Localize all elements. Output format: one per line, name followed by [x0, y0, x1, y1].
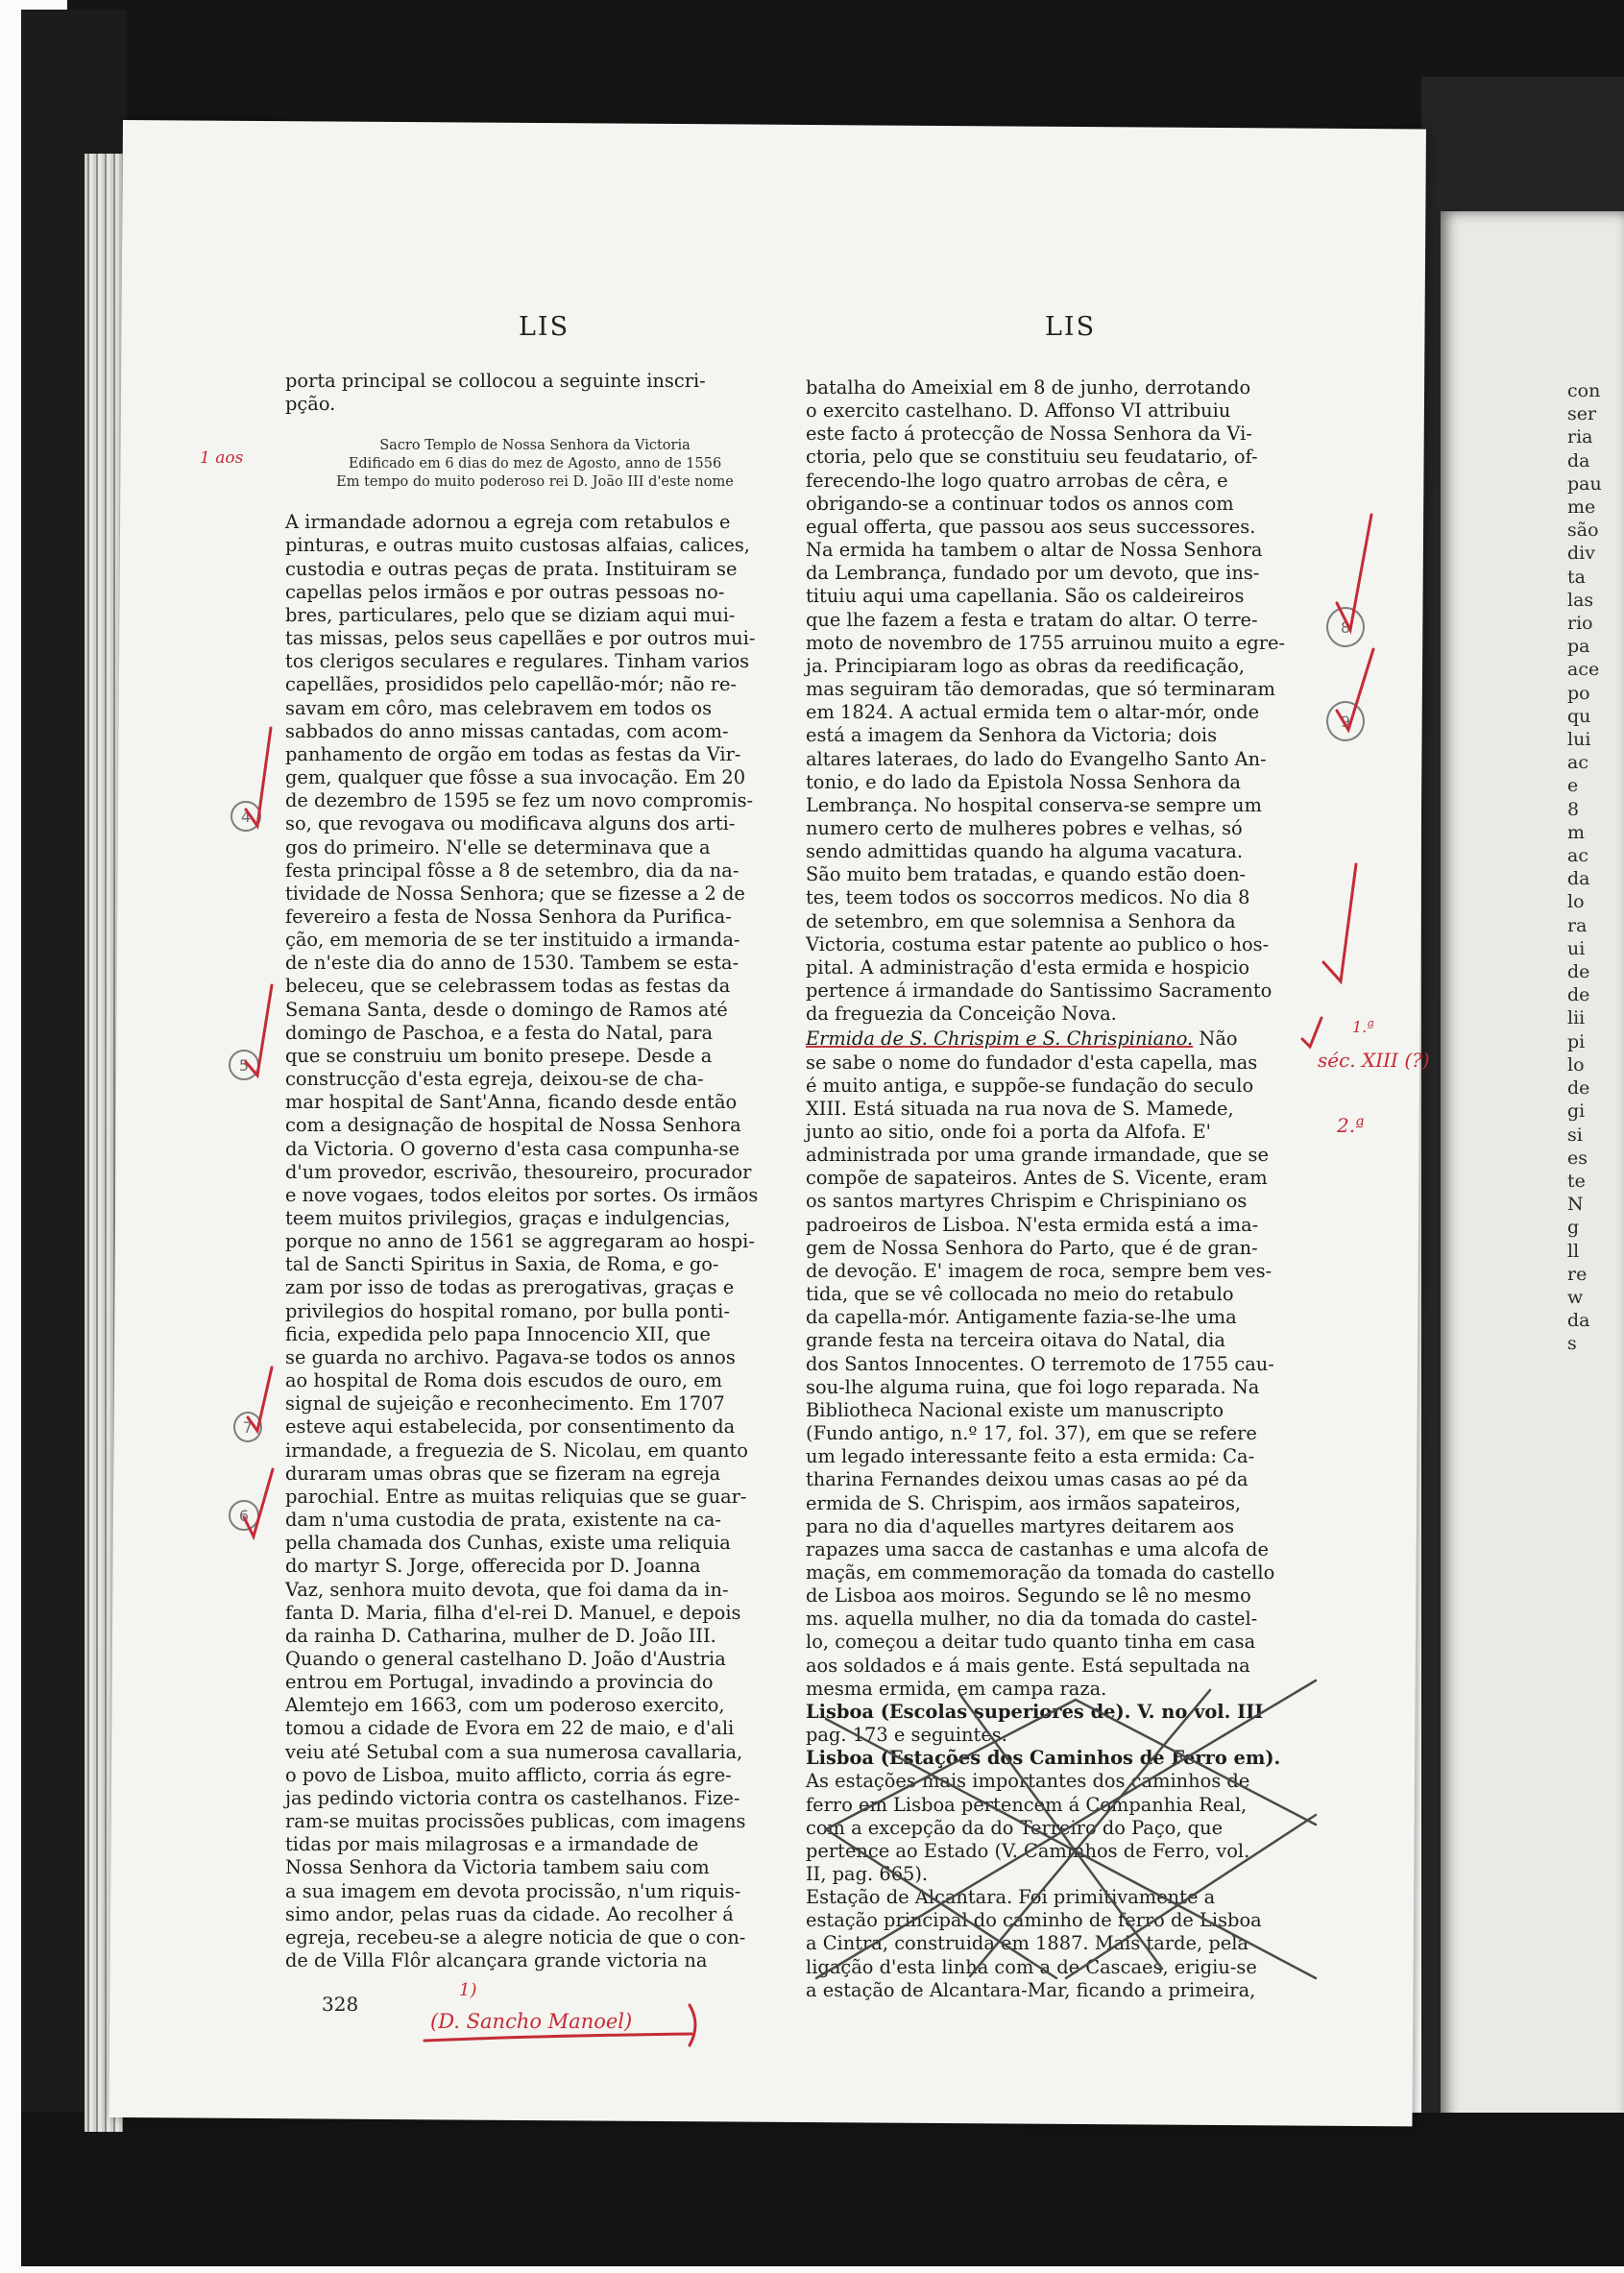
text-line: gem, qualquer que fôsse a sua invocação. Em 20: [285, 766, 746, 789]
century-note-prefix: 1.ª: [1352, 1018, 1374, 1036]
text-line: aos soldados e á mais gente. Está sepultada na: [806, 1654, 1250, 1677]
text-line: custodia e outras peças de prata. Instituiram se: [285, 557, 738, 580]
fragment-line: de: [1567, 984, 1590, 1006]
text-line: grande festa na terceira oitava do Natal, dia: [806, 1329, 1225, 1352]
circled-number: 4: [230, 801, 261, 832]
text-line: de devoção. E' imagem de roca, sempre bem ves-: [806, 1259, 1273, 1282]
text-line: ao hospital de Roma dois escudos de ouro, em: [285, 1369, 723, 1392]
check-mark: [1302, 1018, 1321, 1047]
fragment-line: lii: [1567, 1007, 1586, 1029]
text-line: batalha do Ameixial em 8 de junho, derrotando: [806, 376, 1251, 399]
fragment-line: te: [1567, 1170, 1586, 1192]
text-line: bres, particulares, pelo que se diziam aqui mui-: [285, 603, 736, 626]
cross-out-line: [1066, 1815, 1316, 1978]
text-line: tes, teem todos os soccorros medicos. No dia 8: [806, 886, 1250, 909]
crossed-text-line: estação principal do caminho de ferro de Lisboa: [806, 1909, 1262, 1932]
signature-underline: [424, 2034, 691, 2041]
check-mark: [248, 1367, 272, 1431]
entry-title: Ermida de S. Chrispim e S. Chrispiniano.: [806, 1028, 1194, 1051]
check-mark: [246, 728, 271, 826]
text-line: de dezembro de 1595 se fez um novo compromis-: [285, 789, 754, 812]
text-line: egual offerta, que passou aos seus successores.: [806, 515, 1256, 538]
text-line: ficia, expedida pelo papa Innocencio XII, que: [285, 1322, 711, 1345]
text-line: Alemtejo em 1663, com um poderoso exercito,: [285, 1694, 725, 1717]
text-line: savam em côro, mas celebravem em todos os: [285, 696, 713, 719]
text-line: sou-lhe alguma ruina, que foi logo reparada. Na: [806, 1375, 1260, 1398]
text-line: compõe de sapateiros. Antes de S. Vicente, eram: [806, 1167, 1268, 1190]
text-line: tida, que se vê collocada no meio do retabulo: [806, 1283, 1234, 1306]
text-line: panhamento de orgão em todas as festas da Vir-: [285, 742, 741, 765]
text-line: está a imagem da Senhora da Victoria; dois: [806, 724, 1218, 747]
text-line: gos do primeiro. N'elle se determinava que a: [285, 835, 711, 858]
fragment-line: qu: [1567, 705, 1591, 727]
text-line: São muito bem tratadas, e quando estão doen-: [806, 863, 1247, 886]
text-line: capellas pelos irmãos e por outras pessoas no-: [285, 580, 725, 603]
text-line: Bibliotheca Nacional existe um manuscripto: [806, 1398, 1224, 1421]
fragment-line: lo: [1567, 891, 1585, 913]
fragment-line: da: [1567, 868, 1590, 890]
text-line: parochial. Entre as muitas reliquias que se guar-: [285, 1485, 747, 1508]
text-line: sendo admittidas quando ha alguma vacatura.: [806, 840, 1243, 863]
fragment-line: 8: [1567, 798, 1580, 820]
text-line: pertence á irmandade do Santissimo Sacramento: [806, 979, 1273, 1003]
text-line: ram-se muitas procissões publicas, com imagens: [285, 1810, 746, 1833]
circled-number: 8: [1326, 607, 1365, 647]
crossed-text-line: a Cintra, construida em 1887. Mais tarde, pela: [806, 1932, 1248, 1955]
signature-paren: [690, 2005, 695, 2045]
fragment-line: lo: [1567, 1053, 1585, 1076]
fragment-line: ac: [1567, 752, 1588, 774]
check-mark: [1337, 649, 1373, 730]
text-line: egreja, recebeu-se a alegre noticia de que o con-: [285, 1925, 746, 1948]
text-line: o povo de Lisboa, muito afflicto, corria ás egre-: [285, 1763, 732, 1786]
text-line: este facto á protecção de Nossa Senhora da Vi-: [806, 423, 1252, 446]
text-line: da Victoria. O governo d'esta casa compunha-se: [285, 1137, 739, 1160]
text-line: tos clerigos seculares e regulares. Tinham varios: [285, 650, 750, 673]
fragment-line: pau: [1567, 472, 1602, 495]
text-line: signal de sujeição e reconhecimento. Em 1707: [285, 1392, 725, 1415]
crossed-text-line: a estação de Alcantara-Mar, ficando a primeira,: [806, 1978, 1256, 2001]
text-line: padroeiros de Lisboa. N'esta ermida está a ima-: [806, 1213, 1259, 1236]
text-line: ferecendo-lhe logo quatro arrobas de cêra, e: [806, 469, 1228, 492]
century-note: séc. XIII (?): [1318, 1049, 1430, 1072]
text-line: A irmandade adornou a egreja com retabulos e: [285, 511, 731, 534]
text-line: com a designação de hospital de Nossa Senhora: [285, 1114, 741, 1137]
text-line: pinturas, e outras muito custosas alfaias, calices,: [285, 534, 750, 557]
text-line: tidas por mais milagrosas e a irmandade de: [285, 1833, 699, 1856]
fragment-line: gi: [1567, 1100, 1586, 1123]
text-line: mar hospital de Sant'Anna, ficando desde então: [285, 1091, 738, 1114]
text-line: teem muitos privilegios, graças e indulgencias,: [285, 1207, 731, 1229]
cross-out-line: [826, 1829, 1056, 1978]
text-line: beleceu, que se celebrassem todas as festas da: [285, 975, 731, 998]
fragment-line: ra: [1567, 914, 1588, 936]
text-line: fevereiro a festa de Nossa Senhora da Purifica-: [285, 905, 732, 928]
text-line: domingo de Paschoa, e a festa do Natal, para: [285, 1021, 714, 1044]
text-line: numero certo de mulheres pobres e velhas, só: [806, 816, 1243, 839]
fragment-line: las: [1567, 589, 1594, 611]
text-line: em 1824. A actual ermida tem o altar-mór, onde: [806, 701, 1260, 724]
fragment-line: ui: [1567, 937, 1586, 959]
text-line: Semana Santa, desde o domingo de Ramos até: [285, 998, 728, 1021]
text-line: duraram umas obras que se fizeram na egreja: [285, 1462, 721, 1485]
text-line: Victoria, costuma estar patente ao publico o hos-: [806, 932, 1270, 955]
crossed-text-line: pag. 173 e seguintes.: [806, 1724, 1007, 1747]
text-line: de n'este dia do anno de 1530. Tambem se esta-: [285, 952, 739, 975]
text-line: ção, em memoria de se ter instituido a irmanda-: [285, 929, 740, 952]
fragment-line: são: [1567, 520, 1599, 542]
text-line: altares lateraes, do lado do Evangelho Santo An-: [806, 747, 1267, 770]
circled-number: 7: [233, 1412, 262, 1442]
text-line: fanta D. Maria, filha d'el-rei D. Manuel, e depois: [285, 1601, 741, 1624]
crossed-text-line: com a excepção da do Terreiro do Paço, que: [806, 1816, 1224, 1839]
check-mark: [1323, 864, 1356, 981]
running-header-right: LIS: [1045, 312, 1097, 342]
text-line: de Lisboa aos moiros. Segundo se lê no mesmo: [806, 1584, 1251, 1608]
check-mark: [246, 985, 272, 1076]
text-line: ja. Principiaram logo as obras da reedificação,: [806, 654, 1245, 677]
text-line: XIII. Está situada na rua nova de S. Mamede,: [806, 1097, 1234, 1120]
text-line: Vaz, senhora muito devota, que foi dama da in-: [285, 1578, 729, 1601]
text-line: festa principal fôsse a 8 de setembro, dia da na-: [285, 858, 739, 882]
text-line: dos Santos Innocentes. O terremoto de 1755 cau-: [806, 1352, 1274, 1375]
text-line: rapazes uma sacca de castanhas e uma alcofa de: [806, 1537, 1269, 1560]
fragment-line: N: [1567, 1194, 1584, 1216]
fragment-line: ac: [1567, 845, 1588, 867]
text-line: entrou em Portugal, invadindo a provincia do: [285, 1671, 714, 1694]
text-line: tituiu aqui uma capellania. São os caldeireiros: [806, 585, 1245, 608]
fragment-line: m: [1567, 821, 1586, 843]
fragment-line: es: [1567, 1147, 1588, 1169]
text-line: dam n'uma custodia de prata, existente na ca-: [285, 1509, 721, 1532]
running-header-left: LIS: [519, 312, 570, 342]
text-line: capellães, prosididos pelo capellão-mór; não re-: [285, 673, 737, 696]
text-line: zam por isso de todas as prerogativas, graças e: [285, 1276, 735, 1299]
note-2: 2.ª: [1337, 1114, 1365, 1137]
circled-number: 6: [229, 1500, 259, 1531]
entry-title-rest: Não: [1193, 1028, 1238, 1051]
crossed-text-line: As estações mais importantes dos caminhos de: [806, 1770, 1250, 1793]
crossed-text-line: ferro em Lisboa pertencem á Companhia Real,: [806, 1793, 1248, 1816]
text-line: Lembrança. No hospital conserva-se sempre um: [806, 793, 1262, 816]
text-line: tomou a cidade de Evora em 22 de maio, e d'ali: [285, 1717, 735, 1740]
circled-number: 9: [1326, 701, 1365, 741]
text-line: construcção d'esta egreja, deixou-se de cha-: [285, 1068, 704, 1091]
text-line: Nossa Senhora da Victoria tambem saiu com: [285, 1856, 710, 1879]
fragment-line: s: [1567, 1333, 1577, 1355]
text-line: se sabe o nome do fundador d'esta capella, mas: [806, 1051, 1258, 1074]
text-line: obrigando-se a continuar todos os annos com: [806, 492, 1234, 515]
crossed-text-line: II, pag. 665).: [806, 1863, 929, 1885]
fragment-line: ta: [1567, 566, 1586, 588]
fragment-line: rio: [1567, 613, 1593, 635]
fragment-line: re: [1567, 1263, 1588, 1285]
fragment-line: da: [1567, 1310, 1590, 1332]
inscription-line: Sacro Templo de Nossa Senhora da Victoria: [379, 438, 691, 454]
text-line: da capella-mór. Antigamente fazia-se-lhe uma: [806, 1306, 1237, 1329]
text-line: para no dia d'aquelles martyres deitarem aos: [806, 1514, 1235, 1537]
fragment-line: g: [1567, 1217, 1580, 1239]
text-line: junto ao sitio, onde foi a porta da Alfofa. E': [806, 1121, 1211, 1143]
text-line: jas pedindo victoria contra os castelhanos. Fize-: [285, 1786, 740, 1809]
text-line: veiu até Setubal com a sua numerosa cavallaria,: [285, 1740, 743, 1763]
text-line: que lhe fazem a festa e tratam do altar. O terre-: [806, 608, 1258, 631]
text-line: tharina Fernandes deixou umas casas ao pé da: [806, 1468, 1248, 1491]
fragment-line: ser: [1567, 403, 1597, 425]
cross-out-line: [960, 1695, 1162, 1969]
text-line: tal de Sancti Spiritus in Saxia, de Roma, e go-: [285, 1253, 719, 1276]
fragment-line: de: [1567, 961, 1590, 983]
text-line: esteve aqui estabelecida, por consentimento da: [285, 1415, 736, 1439]
text-line: pção.: [285, 393, 336, 416]
text-line: maçãs, em commemoração da tomada do castello: [806, 1560, 1275, 1584]
text-line: porta principal se collocou a seguinte inscri-: [285, 370, 706, 392]
text-line: mas seguiram tão demoradas, que só terminaram: [806, 678, 1275, 701]
fragment-line: me: [1567, 496, 1596, 519]
text-line: (Fundo antigo, n.º 17, fol. 37), em que se refere: [806, 1422, 1257, 1445]
inscription-line: Edificado em 6 dias do mez de Agosto, anno de 1556: [348, 456, 722, 472]
text-line: o exercito castelhano. D. Affonso VI attribuiu: [806, 399, 1231, 423]
text-line: tividade de Nossa Senhora; que se fizesse a 2 de: [285, 882, 745, 905]
fragment-line: ria: [1567, 426, 1593, 448]
text-line: os santos martyres Chrispim e Chrispiniano os: [806, 1190, 1248, 1213]
text-line: tonio, e do lado da Epistola Nossa Senhora da: [806, 770, 1241, 793]
text-line: lo, começou a deitar tudo quanto tinha em casa: [806, 1631, 1256, 1654]
fragment-line: ll: [1567, 1240, 1580, 1262]
text-line: tas missas, pelos seus capellães e por outros mui-: [285, 627, 756, 650]
text-line: de setembro, em que solemnisa a Senhora da: [806, 909, 1236, 932]
fragment-line: lui: [1567, 729, 1591, 751]
text-line: que se construiu um bonito presepe. Desde a: [285, 1044, 713, 1067]
crossed-text-line: Lisboa (Escolas superiores de). V. no vol. III: [806, 1700, 1264, 1723]
text-line: administrada por uma grande irmandade, que se: [806, 1144, 1269, 1167]
cross-out-line: [826, 1700, 1076, 1829]
fragment-line: si: [1567, 1124, 1583, 1146]
fragment-line: de: [1567, 1077, 1590, 1100]
text-line: gem de Nossa Senhora do Parto, que é de gran-: [806, 1236, 1258, 1259]
crossed-text-line: pertence ao Estado (V. Caminhos de Ferro, vol.: [806, 1839, 1250, 1862]
text-line: da Lembrança, fundado por um devoto, que ins-: [806, 562, 1260, 585]
margin-note-aos: 1 aos: [200, 448, 244, 468]
fragment-line: div: [1567, 543, 1595, 565]
crossed-text-line: ligação d'esta linha com a de Cascaes, erigiu-se: [806, 1955, 1257, 1978]
text-line: d'um provedor, escrivão, thesoureiro, procurador: [285, 1160, 752, 1183]
text-line: simo andor, pelas ruas da cidade. Ao recolher á: [285, 1902, 734, 1925]
text-line: de de Villa Flôr alcançara grande victoria na: [285, 1949, 708, 1971]
text-line: ermida de S. Chrispim, aos irmãos sapateiros,: [806, 1491, 1242, 1514]
text-line: moto de novembro de 1755 arruinou muito a egre-: [806, 631, 1286, 654]
text-line: do martyr S. Jorge, offerecida por D. Joanna: [285, 1555, 701, 1578]
check-mark: [244, 1469, 273, 1536]
handwritten-signature: (D. Sancho Manoel): [430, 2010, 633, 2033]
fragment-line: w: [1567, 1286, 1584, 1308]
text-line: irmandade, a freguezia de S. Nicolau, em quanto: [285, 1439, 748, 1462]
text-line: Na ermida ha tambem o altar de Nossa Senhora: [806, 539, 1263, 562]
cross-out-line: [826, 1719, 1316, 1978]
text-line: da rainha D. Catharina, mulher de D. João III.: [285, 1624, 716, 1647]
text-line: a sua imagem em devota procissão, n'um riquis-: [285, 1879, 741, 1902]
text-line: porque no anno de 1561 se aggregaram ao hospi-: [285, 1230, 755, 1253]
text-line: ctoria, pelo que se constituiu seu feudatario, of-: [806, 446, 1258, 469]
text-line: sabbados do anno missas cantadas, com acom-: [285, 719, 729, 742]
cross-out-line: [970, 1690, 1210, 1976]
text-line: um legado interessante feito a esta ermida: Ca-: [806, 1445, 1255, 1468]
text-line: é muito antiga, e suppõe-se fundação do seculo: [806, 1074, 1254, 1097]
crossed-text-line: Lisboa (Estações dos Caminhos de Ferro em).: [806, 1747, 1281, 1770]
fragment-line: e: [1567, 775, 1579, 797]
text-line: privilegios do hospital romano, por bulla ponti-: [285, 1299, 730, 1322]
text-line: Quando o general castelhano D. João d'Austria: [285, 1647, 726, 1670]
text-line: pital. A administração d'esta ermida e hospicio: [806, 955, 1250, 979]
text-line: e nove vogaes, todos eleitos por sortes. Os irmãos: [285, 1183, 759, 1206]
text-line: mesma ermida, em campa raza.: [806, 1677, 1107, 1700]
check-mark: [1337, 515, 1371, 630]
crossed-text-line: Estação de Alcantara. Foi primitivamente a: [806, 1886, 1216, 1909]
text-line: da freguezia da Conceição Nova.: [806, 1003, 1117, 1026]
fragment-line: da: [1567, 449, 1590, 472]
fragment-line: pa: [1567, 636, 1590, 658]
fragment-line: po: [1567, 682, 1590, 704]
text-line: so, que revogava ou modificava alguns dos arti-: [285, 812, 736, 835]
text-line: pella chamada dos Cunhas, existe uma reliquia: [285, 1532, 731, 1555]
cross-out-line: [816, 1681, 1316, 1978]
text-line: ms. aquella mulher, no dia da tomada do castel-: [806, 1608, 1258, 1631]
inscription-line: Em tempo do muito poderoso rei D. João III d'este nome: [336, 474, 734, 491]
circled-number: 5: [229, 1050, 259, 1080]
signature-number: 1): [459, 1980, 477, 2000]
fragment-line: con: [1567, 380, 1601, 401]
text-line: se guarda no archivo. Pagava-se todos os annos: [285, 1345, 736, 1368]
page-number: 328: [322, 1993, 359, 2016]
fragment-line: pi: [1567, 1030, 1586, 1052]
fragment-line: ace: [1567, 659, 1600, 681]
